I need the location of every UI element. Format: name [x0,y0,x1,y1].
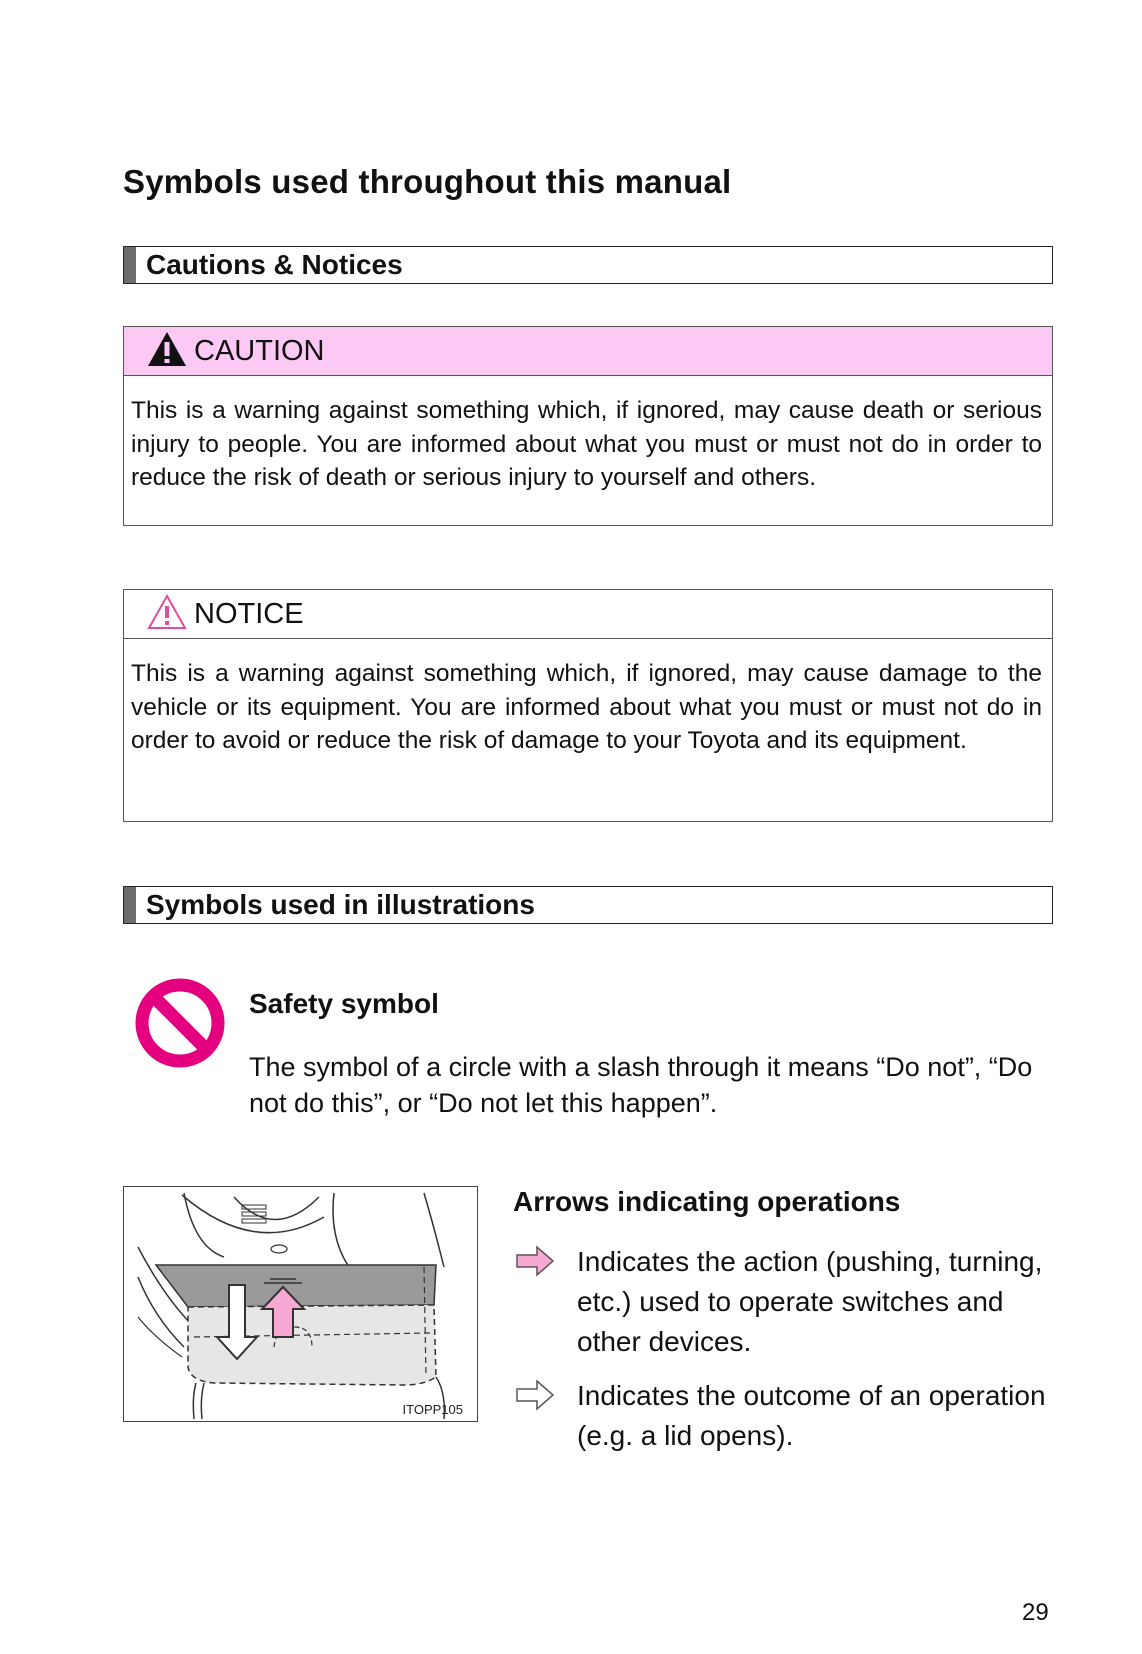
safety-symbol-text: The symbol of a circle with a slash through it means “Do not”, “Do not do this”, or “Do not let this happen”. [249,1052,1033,1118]
overhead-console-drawing [124,1187,478,1422]
arrow-item-text: Indicates the action (pushing, turning, etc.) used to operate switches and other devices. [577,1246,1043,1357]
prohibition-icon [134,977,226,1074]
warning-triangle-icon [146,330,188,373]
caution-header [124,327,1052,376]
section-header-cautions-notices [123,246,1053,284]
notice-text: This is a warning against something which, if ignored, may cause damage to the vehicle or its equipment. You are informed about what you must or must not do in order to avoid or reduce the risk of damage to your Toyota and its equipment. [131,660,1042,754]
filled-pink-arrow-icon [515,1244,555,1283]
arrows-title: Arrows indicating operations [513,1186,901,1217]
arrow-item-text: Indicates the outcome of an operation (e.g. a lid opens). [577,1380,1046,1451]
page-title: Symbols used throughout this manual [123,163,732,200]
page-number: 29 [1022,1599,1049,1626]
caution-text: This is a warning against something which, if ignored, may cause death or serious injury to people. You are informed about what you must or must not do in order to reduce the risk of death or serious injury to yourself and others. [131,397,1042,491]
notice-label: NOTICE [194,597,304,630]
caution-box [123,326,1053,526]
caution-label: CAUTION [194,334,325,367]
outline-arrow-icon [515,1378,555,1417]
section-title: Cautions & Notices [146,249,403,280]
section-marker [124,247,136,283]
safety-symbol-title: Safety symbol [249,988,439,1019]
warning-triangle-outline-icon [146,593,188,636]
figure-code: ITOPP105 [402,1402,463,1417]
notice-box [123,589,1053,822]
illustration-figure [123,1186,478,1422]
section-title: Symbols used in illustrations [146,889,535,920]
notice-header [124,590,1052,639]
section-marker [124,887,136,923]
section-header-illustrations [123,886,1053,924]
